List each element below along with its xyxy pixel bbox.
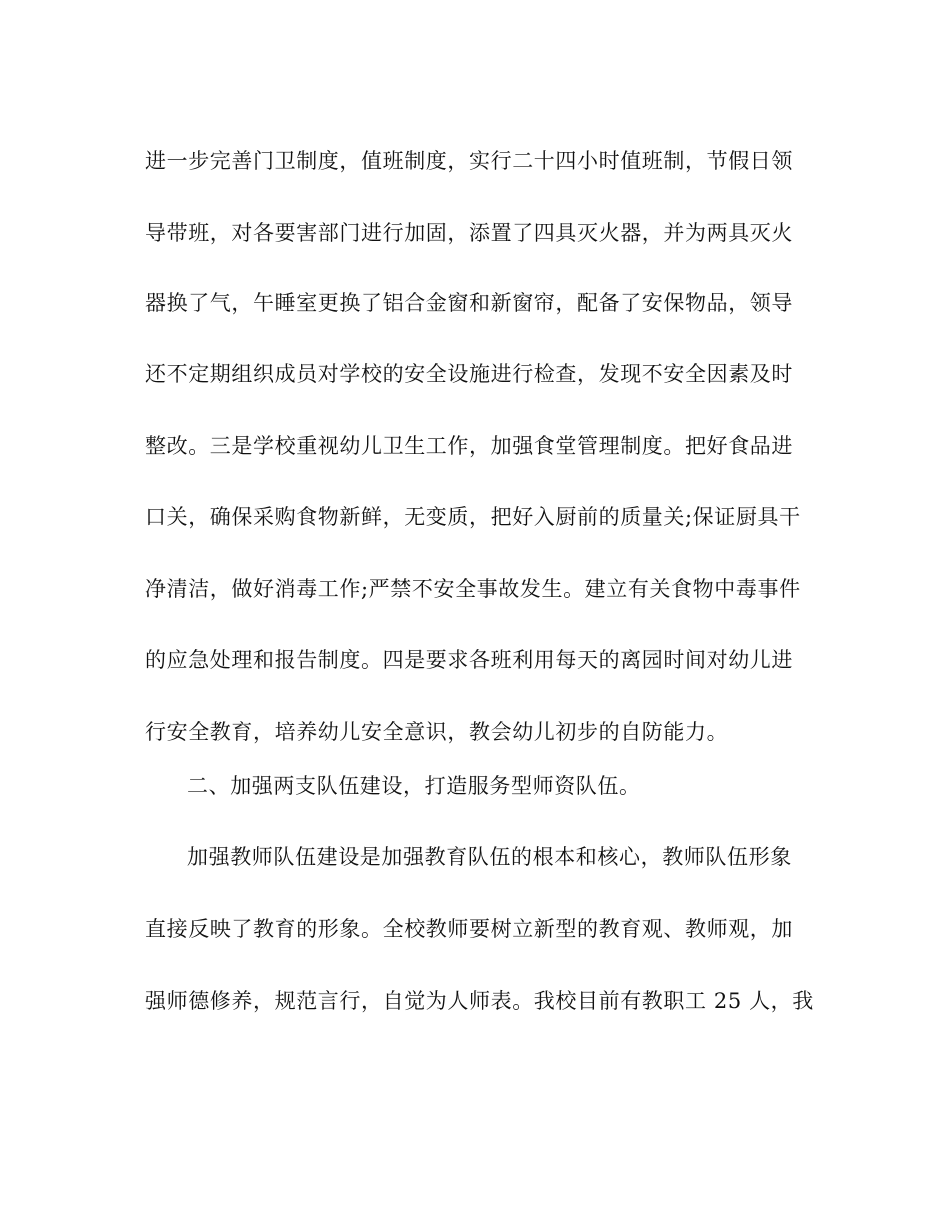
text-line: 口关，确保采购食物新鲜，无变质，把好入厨前的质量关;保证厨具干	[145, 505, 801, 529]
text-line: 还不定期组织成员对学校的安全设施进行检查，发现不安全因素及时	[145, 362, 793, 386]
text-line: 导带班，对各要害部门进行加固，添置了四具灭火器，并为两具灭火	[145, 221, 793, 245]
text-line: 整改。三是学校重视幼儿卫生工作，加强食堂管理制度。把好食品进	[145, 434, 793, 458]
text-line: 直接反映了教育的形象。全校教师要树立新型的教育观、教师观，加	[145, 917, 793, 941]
text-line: 进一步完善门卫制度，值班制度，实行二十四小时值班制，节假日领	[145, 149, 793, 173]
text-line: 器换了气，午睡室更换了铝合金窗和新窗帘，配备了安保物品，领导	[145, 291, 793, 315]
text-line: 净清洁，做好消毒工作;严禁不安全事故发生。建立有关食物中毒事件	[145, 577, 801, 601]
section-heading: 二、加强两支队伍建设，打造服务型师资队伍。	[187, 774, 641, 798]
text-line: 强师德修养，规范言行，自觉为人师表。我校目前有教职工 25 人，我	[145, 989, 814, 1013]
paragraph-first-line: 加强教师队伍建设是加强教育队伍的根本和核心，教师队伍形象	[187, 845, 792, 869]
text-line: 的应急处理和报告制度。四是要求各班利用每天的离园时间对幼儿进	[145, 648, 793, 672]
text-line: 行安全教育，培养幼儿安全意识，教会幼儿初步的自防能力。	[145, 720, 729, 744]
